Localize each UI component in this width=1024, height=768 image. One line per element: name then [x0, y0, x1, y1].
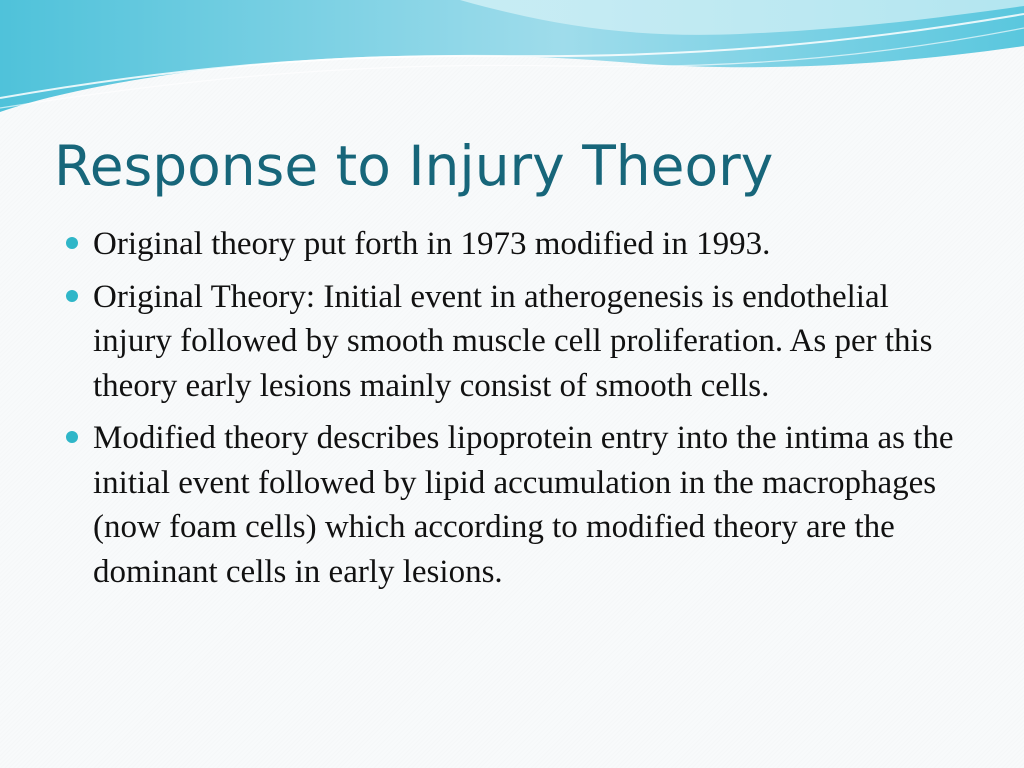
bullet-text: Modified theory describes lipoprotein entry into the intima as the initial event followed by lipid accumulation in the macrophages (now foam cells) which according to modified theory are the dominant cells in early lesions.	[93, 420, 954, 590]
bullet-dot-icon	[66, 290, 78, 302]
bullet-item	[66, 222, 966, 267]
bullet-list	[66, 222, 966, 602]
bullet-dot-icon	[66, 237, 78, 249]
bullet-dot-icon	[66, 431, 78, 443]
decorative-wave-header	[0, 0, 1024, 120]
slide-title: Response to Injury Theory	[54, 134, 774, 198]
bullet-item	[66, 275, 966, 409]
bullet-text: Original Theory: Initial event in atherogenesis is endothelial injury followed by smooth muscle cell proliferation. As per this theory early lesions mainly consist of smooth cells.	[93, 278, 933, 404]
bullet-text: Original theory put forth in 1973 modified in 1993.	[93, 226, 771, 262]
bullet-item	[66, 416, 966, 594]
